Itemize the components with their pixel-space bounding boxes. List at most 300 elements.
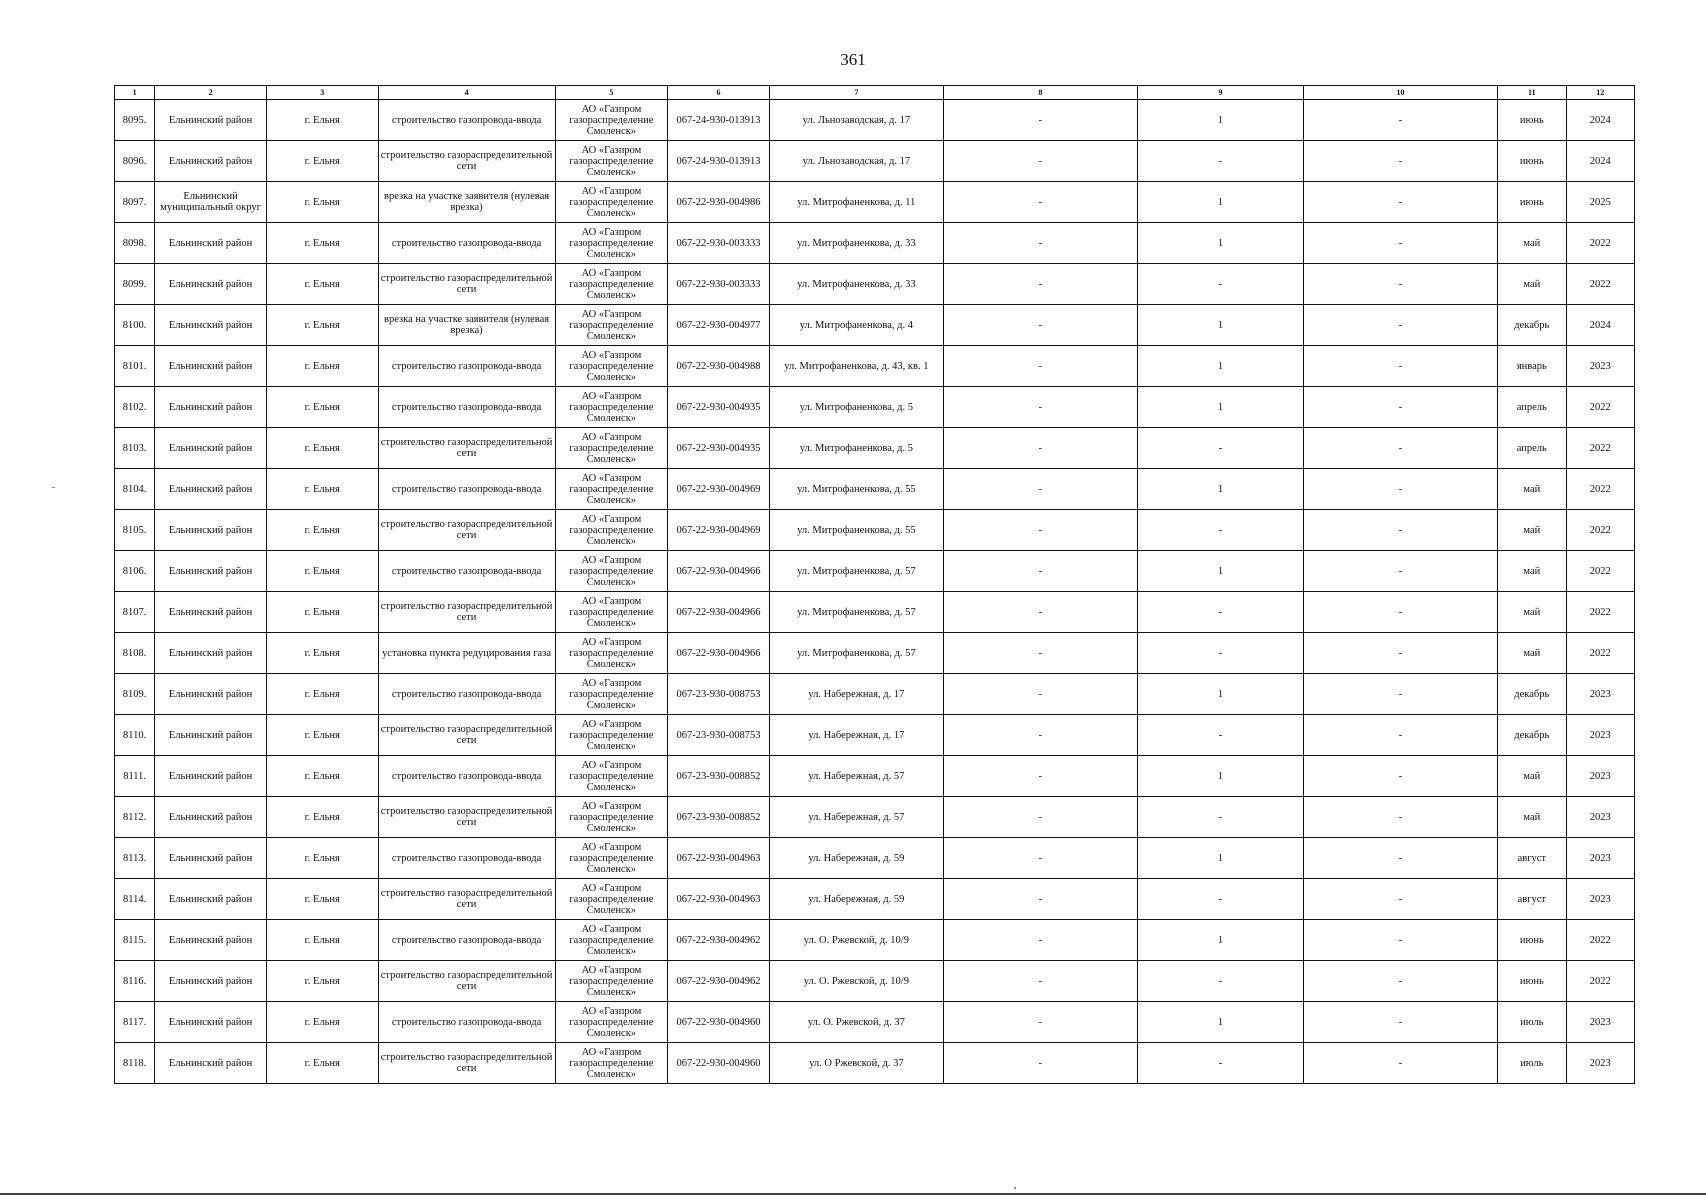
col8-cell: - — [943, 1002, 1137, 1043]
locality-cell: г. Ельня — [266, 510, 378, 551]
locality-cell: г. Ельня — [266, 223, 378, 264]
district-cell: Ельнинский район — [155, 141, 267, 182]
row-number: 8117. — [115, 1002, 155, 1043]
column-header: 1 — [115, 86, 155, 100]
col10-cell: - — [1303, 305, 1497, 346]
year-cell: 2023 — [1566, 756, 1635, 797]
row-number: 8111. — [115, 756, 155, 797]
owner-cell: АО «Газпром газораспределение Смоленск» — [555, 961, 668, 1002]
table-row — [115, 715, 1635, 756]
district-cell: Ельнинский район — [155, 879, 267, 920]
col10-cell: - — [1303, 1002, 1497, 1043]
application-code-cell: 067-23-930-008852 — [668, 756, 770, 797]
work-type-cell: строительство газопровода-ввода — [378, 920, 555, 961]
table-row — [115, 1002, 1635, 1043]
col8-cell: - — [943, 100, 1137, 141]
work-type-cell: врезка на участке заявителя (нулевая врезка) — [378, 305, 555, 346]
year-cell: 2022 — [1566, 223, 1635, 264]
address-cell: ул. Набережная, д. 59 — [769, 879, 943, 920]
district-cell: Ельнинский район — [155, 305, 267, 346]
col9-cell: - — [1138, 633, 1304, 674]
col9-cell: 1 — [1138, 182, 1304, 223]
column-header: 4 — [378, 86, 555, 100]
col9-cell: - — [1138, 592, 1304, 633]
owner-cell: АО «Газпром газораспределение Смоленск» — [555, 838, 668, 879]
year-cell: 2022 — [1566, 469, 1635, 510]
owner-cell: АО «Газпром газораспределение Смоленск» — [555, 879, 668, 920]
month-cell: май — [1498, 223, 1566, 264]
col10-cell: - — [1303, 797, 1497, 838]
row-number: 8098. — [115, 223, 155, 264]
row-number: 8109. — [115, 674, 155, 715]
table-row — [115, 797, 1635, 838]
application-code-cell: 067-22-930-003333 — [668, 223, 770, 264]
owner-cell: АО «Газпром газораспределение Смоленск» — [555, 510, 668, 551]
address-cell: ул. О. Ржевской, д. 10/9 — [769, 920, 943, 961]
col10-cell: - — [1303, 920, 1497, 961]
owner-cell: АО «Газпром газораспределение Смоленск» — [555, 100, 668, 141]
table-row — [115, 346, 1635, 387]
district-cell: Ельнинский район — [155, 100, 267, 141]
work-type-cell: строительство газопровода-ввода — [378, 469, 555, 510]
row-number: 8101. — [115, 346, 155, 387]
col9-cell: 1 — [1138, 838, 1304, 879]
month-cell: декабрь — [1498, 674, 1566, 715]
application-code-cell: 067-22-930-004962 — [668, 961, 770, 1002]
col10-cell: - — [1303, 428, 1497, 469]
address-cell: ул. Льнозаводская, д. 17 — [769, 100, 943, 141]
row-number: 8099. — [115, 264, 155, 305]
district-cell: Ельнинский район — [155, 838, 267, 879]
application-code-cell: 067-22-930-004988 — [668, 346, 770, 387]
locality-cell: г. Ельня — [266, 715, 378, 756]
month-cell: август — [1498, 838, 1566, 879]
col10-cell: - — [1303, 469, 1497, 510]
col8-cell: - — [943, 182, 1137, 223]
col9-cell: 1 — [1138, 756, 1304, 797]
col8-cell: - — [943, 346, 1137, 387]
locality-cell: г. Ельня — [266, 756, 378, 797]
month-cell: июнь — [1498, 961, 1566, 1002]
table-row — [115, 100, 1635, 141]
year-cell: 2022 — [1566, 387, 1635, 428]
work-type-cell: строительство газопровода-ввода — [378, 1002, 555, 1043]
application-code-cell: 067-22-930-004962 — [668, 920, 770, 961]
owner-cell: АО «Газпром газораспределение Смоленск» — [555, 551, 668, 592]
district-cell: Ельнинский муниципальный округ — [155, 182, 267, 223]
column-header: 5 — [555, 86, 668, 100]
col9-cell: 1 — [1138, 305, 1304, 346]
district-cell: Ельнинский район — [155, 1002, 267, 1043]
col9-cell: 1 — [1138, 920, 1304, 961]
owner-cell: АО «Газпром газораспределение Смоленск» — [555, 182, 668, 223]
address-cell: ул. Набережная, д. 17 — [769, 674, 943, 715]
locality-cell: г. Ельня — [266, 633, 378, 674]
district-cell: Ельнинский район — [155, 961, 267, 1002]
column-header: 3 — [266, 86, 378, 100]
month-cell: июль — [1498, 1002, 1566, 1043]
row-number: 8107. — [115, 592, 155, 633]
col10-cell: - — [1303, 551, 1497, 592]
locality-cell: г. Ельня — [266, 551, 378, 592]
table-row — [115, 633, 1635, 674]
application-code-cell: 067-22-930-004969 — [668, 510, 770, 551]
locality-cell: г. Ельня — [266, 346, 378, 387]
work-type-cell: строительство газопровода-ввода — [378, 756, 555, 797]
locality-cell: г. Ельня — [266, 182, 378, 223]
col8-cell: - — [943, 141, 1137, 182]
row-number: 8100. — [115, 305, 155, 346]
month-cell: июнь — [1498, 182, 1566, 223]
table-row — [115, 428, 1635, 469]
application-code-cell: 067-22-930-004935 — [668, 428, 770, 469]
col8-cell: - — [943, 592, 1137, 633]
owner-cell: АО «Газпром газораспределение Смоленск» — [555, 633, 668, 674]
application-code-cell: 067-23-930-008753 — [668, 715, 770, 756]
application-code-cell: 067-22-930-004935 — [668, 387, 770, 428]
col8-cell: - — [943, 510, 1137, 551]
table-row — [115, 182, 1635, 223]
locality-cell: г. Ельня — [266, 961, 378, 1002]
col10-cell: - — [1303, 346, 1497, 387]
table-body — [115, 86, 1635, 1084]
col8-cell: - — [943, 469, 1137, 510]
year-cell: 2023 — [1566, 346, 1635, 387]
col10-cell: - — [1303, 141, 1497, 182]
application-code-cell: 067-22-930-004986 — [668, 182, 770, 223]
district-cell: Ельнинский район — [155, 346, 267, 387]
address-cell: ул. Митрофаненкова, д. 33 — [769, 223, 943, 264]
address-cell: ул. Митрофаненкова, д. 55 — [769, 510, 943, 551]
work-type-cell: строительство газопровода-ввода — [378, 346, 555, 387]
work-type-cell: строительство газораспределительной сети — [378, 510, 555, 551]
table-row — [115, 223, 1635, 264]
page-number: 361 — [840, 50, 866, 69]
month-cell: апрель — [1498, 428, 1566, 469]
table-row — [115, 551, 1635, 592]
col9-cell: 1 — [1138, 1002, 1304, 1043]
application-code-cell: 067-22-930-004960 — [668, 1043, 770, 1084]
work-type-cell: установка пункта редуцирования газа — [378, 633, 555, 674]
address-cell: ул. Набережная, д. 59 — [769, 838, 943, 879]
col8-cell: - — [943, 879, 1137, 920]
table-row — [115, 838, 1635, 879]
locality-cell: г. Ельня — [266, 100, 378, 141]
owner-cell: АО «Газпром газораспределение Смоленск» — [555, 715, 668, 756]
month-cell: май — [1498, 551, 1566, 592]
application-code-cell: 067-22-930-004969 — [668, 469, 770, 510]
col10-cell: - — [1303, 756, 1497, 797]
column-header: 2 — [155, 86, 267, 100]
col9-cell: - — [1138, 264, 1304, 305]
col10-cell: - — [1303, 264, 1497, 305]
application-code-cell: 067-23-930-008753 — [668, 674, 770, 715]
row-number: 8112. — [115, 797, 155, 838]
col9-cell: - — [1138, 141, 1304, 182]
locality-cell: г. Ельня — [266, 387, 378, 428]
year-cell: 2022 — [1566, 961, 1635, 1002]
col9-cell: 1 — [1138, 551, 1304, 592]
application-code-cell: 067-22-930-004963 — [668, 879, 770, 920]
col9-cell: - — [1138, 961, 1304, 1002]
col9-cell: - — [1138, 428, 1304, 469]
application-code-cell: 067-24-930-013913 — [668, 100, 770, 141]
table-row — [115, 469, 1635, 510]
table-row — [115, 141, 1635, 182]
table-row — [115, 1043, 1635, 1084]
column-header: 6 — [668, 86, 770, 100]
year-cell: 2022 — [1566, 510, 1635, 551]
month-cell: май — [1498, 633, 1566, 674]
month-cell: июль — [1498, 1043, 1566, 1084]
application-code-cell: 067-22-930-004966 — [668, 633, 770, 674]
col9-cell: 1 — [1138, 346, 1304, 387]
col9-cell: 1 — [1138, 387, 1304, 428]
locality-cell: г. Ельня — [266, 141, 378, 182]
address-cell: ул. Митрофаненкова, д. 57 — [769, 633, 943, 674]
application-code-cell: 067-23-930-008852 — [668, 797, 770, 838]
owner-cell: АО «Газпром газораспределение Смоленск» — [555, 797, 668, 838]
work-type-cell: строительство газопровода-ввода — [378, 223, 555, 264]
table-row — [115, 961, 1635, 1002]
address-cell: ул. Набережная, д. 57 — [769, 756, 943, 797]
district-cell: Ельнинский район — [155, 674, 267, 715]
row-number: 8116. — [115, 961, 155, 1002]
work-type-cell: строительство газораспределительной сети — [378, 141, 555, 182]
year-cell: 2024 — [1566, 141, 1635, 182]
work-type-cell: строительство газораспределительной сети — [378, 715, 555, 756]
month-cell: декабрь — [1498, 305, 1566, 346]
col8-cell: - — [943, 387, 1137, 428]
work-type-cell: строительство газораспределительной сети — [378, 592, 555, 633]
district-cell: Ельнинский район — [155, 264, 267, 305]
district-cell: Ельнинский район — [155, 428, 267, 469]
col10-cell: - — [1303, 387, 1497, 428]
locality-cell: г. Ельня — [266, 264, 378, 305]
district-cell: Ельнинский район — [155, 551, 267, 592]
district-cell: Ельнинский район — [155, 223, 267, 264]
col8-cell: - — [943, 305, 1137, 346]
district-cell: Ельнинский район — [155, 797, 267, 838]
owner-cell: АО «Газпром газораспределение Смоленск» — [555, 756, 668, 797]
col8-cell: - — [943, 715, 1137, 756]
month-cell: апрель — [1498, 387, 1566, 428]
col8-cell: - — [943, 961, 1137, 1002]
col10-cell: - — [1303, 961, 1497, 1002]
row-number: 8110. — [115, 715, 155, 756]
owner-cell: АО «Газпром газораспределение Смоленск» — [555, 1043, 668, 1084]
year-cell: 2022 — [1566, 428, 1635, 469]
locality-cell: г. Ельня — [266, 674, 378, 715]
locality-cell: г. Ельня — [266, 879, 378, 920]
locality-cell: г. Ельня — [266, 920, 378, 961]
year-cell: 2023 — [1566, 797, 1635, 838]
district-cell: Ельнинский район — [155, 756, 267, 797]
address-cell: ул. О. Ржевской, д. 10/9 — [769, 961, 943, 1002]
year-cell: 2024 — [1566, 305, 1635, 346]
application-code-cell: 067-22-930-004963 — [668, 838, 770, 879]
scan-speck — [1014, 1187, 1016, 1189]
district-cell: Ельнинский район — [155, 920, 267, 961]
month-cell: август — [1498, 879, 1566, 920]
col10-cell: - — [1303, 100, 1497, 141]
col10-cell: - — [1303, 879, 1497, 920]
table-row — [115, 305, 1635, 346]
locality-cell: г. Ельня — [266, 1043, 378, 1084]
year-cell: 2022 — [1566, 551, 1635, 592]
year-cell: 2022 — [1566, 264, 1635, 305]
owner-cell: АО «Газпром газораспределение Смоленск» — [555, 223, 668, 264]
year-cell: 2022 — [1566, 920, 1635, 961]
owner-cell: АО «Газпром газораспределение Смоленск» — [555, 141, 668, 182]
owner-cell: АО «Газпром газораспределение Смоленск» — [555, 920, 668, 961]
row-number: 8095. — [115, 100, 155, 141]
col10-cell: - — [1303, 674, 1497, 715]
month-cell: июнь — [1498, 141, 1566, 182]
column-header: 7 — [769, 86, 943, 100]
address-cell: ул. Льнозаводская, д. 17 — [769, 141, 943, 182]
year-cell: 2023 — [1566, 838, 1635, 879]
month-cell: июнь — [1498, 100, 1566, 141]
column-header: 9 — [1138, 86, 1304, 100]
work-type-cell: строительство газораспределительной сети — [378, 797, 555, 838]
col8-cell: - — [943, 428, 1137, 469]
col9-cell: - — [1138, 797, 1304, 838]
col10-cell: - — [1303, 633, 1497, 674]
register-table — [114, 85, 1635, 1084]
col10-cell: - — [1303, 715, 1497, 756]
year-cell: 2025 — [1566, 182, 1635, 223]
district-cell: Ельнинский район — [155, 633, 267, 674]
column-header: 10 — [1303, 86, 1497, 100]
scan-speck — [52, 487, 55, 488]
col10-cell: - — [1303, 182, 1497, 223]
col8-cell: - — [943, 756, 1137, 797]
address-cell: ул. Митрофаненкова, д. 33 — [769, 264, 943, 305]
district-cell: Ельнинский район — [155, 510, 267, 551]
work-type-cell: строительство газопровода-ввода — [378, 387, 555, 428]
month-cell: январь — [1498, 346, 1566, 387]
column-header: 11 — [1498, 86, 1566, 100]
col8-cell: - — [943, 633, 1137, 674]
owner-cell: АО «Газпром газораспределение Смоленск» — [555, 592, 668, 633]
col9-cell: 1 — [1138, 100, 1304, 141]
locality-cell: г. Ельня — [266, 592, 378, 633]
year-cell: 2023 — [1566, 1043, 1635, 1084]
col8-cell: - — [943, 223, 1137, 264]
table-row — [115, 387, 1635, 428]
col8-cell: - — [943, 1043, 1137, 1084]
address-cell: ул. Митрофаненкова, д. 57 — [769, 551, 943, 592]
col9-cell: 1 — [1138, 469, 1304, 510]
month-cell: май — [1498, 510, 1566, 551]
owner-cell: АО «Газпром газораспределение Смоленск» — [555, 428, 668, 469]
work-type-cell: строительство газораспределительной сети — [378, 961, 555, 1002]
col10-cell: - — [1303, 592, 1497, 633]
address-cell: ул. Митрофаненкова, д. 5 — [769, 387, 943, 428]
row-number: 8096. — [115, 141, 155, 182]
address-cell: ул. Митрофаненкова, д. 43, кв. 1 — [769, 346, 943, 387]
application-code-cell: 067-22-930-004966 — [668, 592, 770, 633]
month-cell: май — [1498, 797, 1566, 838]
col10-cell: - — [1303, 838, 1497, 879]
month-cell: май — [1498, 469, 1566, 510]
address-cell: ул. Митрофаненкова, д. 57 — [769, 592, 943, 633]
address-cell: ул. О. Ржевской, д. 37 — [769, 1002, 943, 1043]
address-cell: ул. О Ржевской, д. 37 — [769, 1043, 943, 1084]
bottom-rule — [0, 1193, 1706, 1195]
month-cell: май — [1498, 264, 1566, 305]
col9-cell: 1 — [1138, 674, 1304, 715]
year-cell: 2023 — [1566, 674, 1635, 715]
address-cell: ул. Набережная, д. 57 — [769, 797, 943, 838]
row-number: 8103. — [115, 428, 155, 469]
row-number: 8113. — [115, 838, 155, 879]
application-code-cell: 067-22-930-004966 — [668, 551, 770, 592]
district-cell: Ельнинский район — [155, 592, 267, 633]
district-cell: Ельнинский район — [155, 1043, 267, 1084]
col9-cell: 1 — [1138, 223, 1304, 264]
work-type-cell: строительство газопровода-ввода — [378, 838, 555, 879]
row-number: 8097. — [115, 182, 155, 223]
month-cell: декабрь — [1498, 715, 1566, 756]
owner-cell: АО «Газпром газораспределение Смоленск» — [555, 264, 668, 305]
application-code-cell: 067-22-930-004977 — [668, 305, 770, 346]
col8-cell: - — [943, 551, 1137, 592]
owner-cell: АО «Газпром газораспределение Смоленск» — [555, 1002, 668, 1043]
col10-cell: - — [1303, 223, 1497, 264]
row-number: 8106. — [115, 551, 155, 592]
table-row — [115, 510, 1635, 551]
column-header-row — [115, 86, 1635, 100]
table-row — [115, 756, 1635, 797]
row-number: 8114. — [115, 879, 155, 920]
row-number: 8104. — [115, 469, 155, 510]
year-cell: 2022 — [1566, 633, 1635, 674]
year-cell: 2023 — [1566, 1002, 1635, 1043]
work-type-cell: строительство газораспределительной сети — [378, 879, 555, 920]
col8-cell: - — [943, 674, 1137, 715]
column-header: 8 — [943, 86, 1137, 100]
application-code-cell: 067-24-930-013913 — [668, 141, 770, 182]
work-type-cell: строительство газораспределительной сети — [378, 1043, 555, 1084]
work-type-cell: врезка на участке заявителя (нулевая врезка) — [378, 182, 555, 223]
locality-cell: г. Ельня — [266, 838, 378, 879]
owner-cell: АО «Газпром газораспределение Смоленск» — [555, 305, 668, 346]
application-code-cell: 067-22-930-003333 — [668, 264, 770, 305]
col9-cell: - — [1138, 510, 1304, 551]
table-row — [115, 264, 1635, 305]
row-number: 8108. — [115, 633, 155, 674]
address-cell: ул. Митрофаненкова, д. 4 — [769, 305, 943, 346]
work-type-cell: строительство газопровода-ввода — [378, 551, 555, 592]
year-cell: 2023 — [1566, 879, 1635, 920]
col9-cell: - — [1138, 715, 1304, 756]
locality-cell: г. Ельня — [266, 797, 378, 838]
table-row — [115, 674, 1635, 715]
locality-cell: г. Ельня — [266, 305, 378, 346]
address-cell: ул. Набережная, д. 17 — [769, 715, 943, 756]
owner-cell: АО «Газпром газораспределение Смоленск» — [555, 674, 668, 715]
col10-cell: - — [1303, 510, 1497, 551]
address-cell: ул. Митрофаненкова, д. 5 — [769, 428, 943, 469]
col8-cell: - — [943, 838, 1137, 879]
owner-cell: АО «Газпром газораспределение Смоленск» — [555, 346, 668, 387]
col8-cell: - — [943, 797, 1137, 838]
district-cell: Ельнинский район — [155, 469, 267, 510]
month-cell: май — [1498, 592, 1566, 633]
address-cell: ул. Митрофаненкова, д. 11 — [769, 182, 943, 223]
